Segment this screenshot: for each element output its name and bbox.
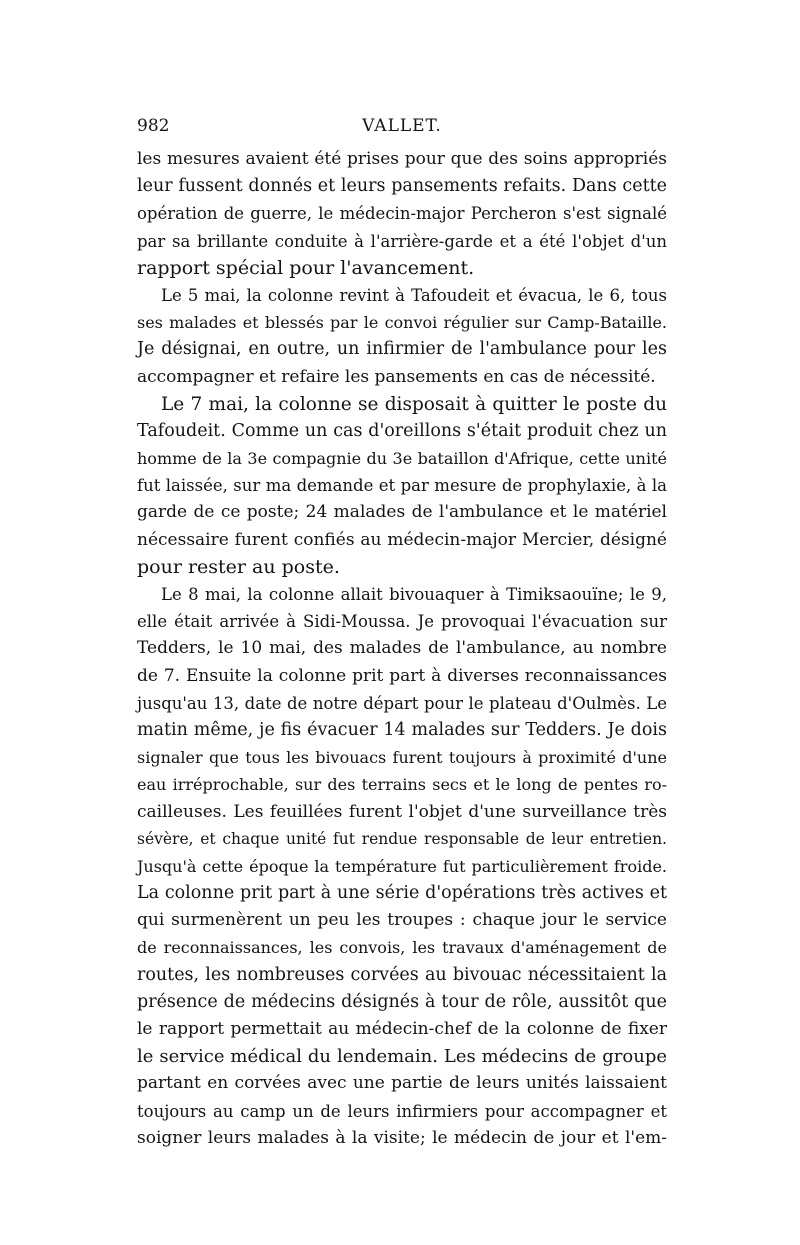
- text-line: ses malades et blessés par le convoi régulier sur Camp-Bataille.: [137, 313, 667, 333]
- text-line: jusqu'au 13, date de notre départ pour le plateau d'Oulmès. Le: [137, 693, 667, 713]
- text-line: par sa brillante conduite à l'arrière-garde et a été l'objet d'un: [137, 231, 667, 251]
- text-line: cailleuses. Les feuillées furent l'objet d'une surveillance très: [137, 801, 667, 822]
- text-line: Tafoudeit. Comme un cas d'oreillons s'était produit chez un: [137, 420, 667, 441]
- text-line: La colonne prit part à une série d'opérations très actives et: [137, 883, 667, 904]
- text-line: fut laissée, sur ma demande et par mesure de prophylaxie, à la: [137, 476, 667, 496]
- text-line: le service médical du lendemain. Les médecins de groupe: [137, 1046, 667, 1068]
- text-line: pour rester au poste.: [137, 555, 340, 578]
- text-line: Tedders, le 10 mai, des malades de l'ambulance, au nombre: [137, 638, 667, 659]
- text-line: soigner leurs malades à la visite; le médecin de jour et l'em-: [137, 1127, 667, 1148]
- running-head: VALLET.: [362, 116, 442, 136]
- text-line: accompagner et refaire les pansements en cas de nécessité.: [137, 366, 656, 387]
- text-line: les mesures avaient été prises pour que des soins appropriés: [137, 149, 667, 169]
- text-line: qui surmenèrent un peu les troupes : chaque jour le service: [137, 910, 667, 931]
- page-number: 982: [137, 116, 170, 136]
- text-line: de 7. Ensuite la colonne prit part à diverses reconnaissances: [137, 665, 667, 686]
- text-line: nécessaire furent confiés au médecin-major Mercier, désigné: [137, 529, 667, 550]
- text-line: toujours au camp un de leurs infirmiers pour accompagner et: [137, 1101, 667, 1121]
- text-line: de reconnaissances, les convois, les travaux d'aménagement de: [137, 938, 667, 958]
- text-line: signaler que tous les bivouacs furent toujours à proximité d'une: [137, 748, 667, 768]
- page-header: [137, 116, 667, 142]
- text-line: Je désignai, en outre, un infirmier de l'ambulance pour les: [137, 339, 667, 360]
- text-line: elle était arrivée à Sidi-Moussa. Je provoquai l'évacuation sur: [137, 612, 667, 632]
- text-line: eau irréprochable, sur des terrains secs et le long de pentes ro-: [137, 775, 667, 795]
- text-line: Le 7 mai, la colonne se disposait à quitter le poste du: [161, 393, 667, 415]
- text-line: Le 8 mai, la colonne allait bivouaquer à Timiksaouïne; le 9,: [161, 585, 667, 604]
- text-line: rapport spécial pour l'avancement.: [137, 256, 475, 279]
- text-line: opération de guerre, le médecin-major Percheron s'est signalé: [137, 204, 667, 224]
- text-line: Jusqu'à cette époque la température fut particulièrement froide.: [137, 856, 667, 876]
- text-line: garde de ce poste; 24 malades de l'ambulance et le matériel: [137, 502, 667, 523]
- text-line: leur fussent donnés et leurs pansements refaits. Dans cette: [137, 176, 667, 197]
- text-line: homme de la 3e compagnie du 3e bataillon d'Afrique, cette unité: [137, 449, 667, 469]
- text-line: présence de médecins désignés à tour de rôle, aussitôt que: [137, 991, 667, 1012]
- text-line: routes, les nombreuses corvées au bivouac nécessitaient la: [137, 964, 667, 985]
- text-line: le rapport permettait au médecin-chef de la colonne de fixer: [137, 1019, 667, 1039]
- text-line: partant en corvées avec une partie de leurs unités laissaient: [137, 1073, 667, 1094]
- text-line: sévère, et chaque unité fut rendue responsable de leur entretien.: [137, 829, 667, 848]
- body-text: [137, 146, 667, 1152]
- text-line: Le 5 mai, la colonne revint à Tafoudeit et évacua, le 6, tous: [161, 285, 667, 305]
- text-line: matin même, je fis évacuer 14 malades sur Tedders. Je dois: [137, 719, 667, 740]
